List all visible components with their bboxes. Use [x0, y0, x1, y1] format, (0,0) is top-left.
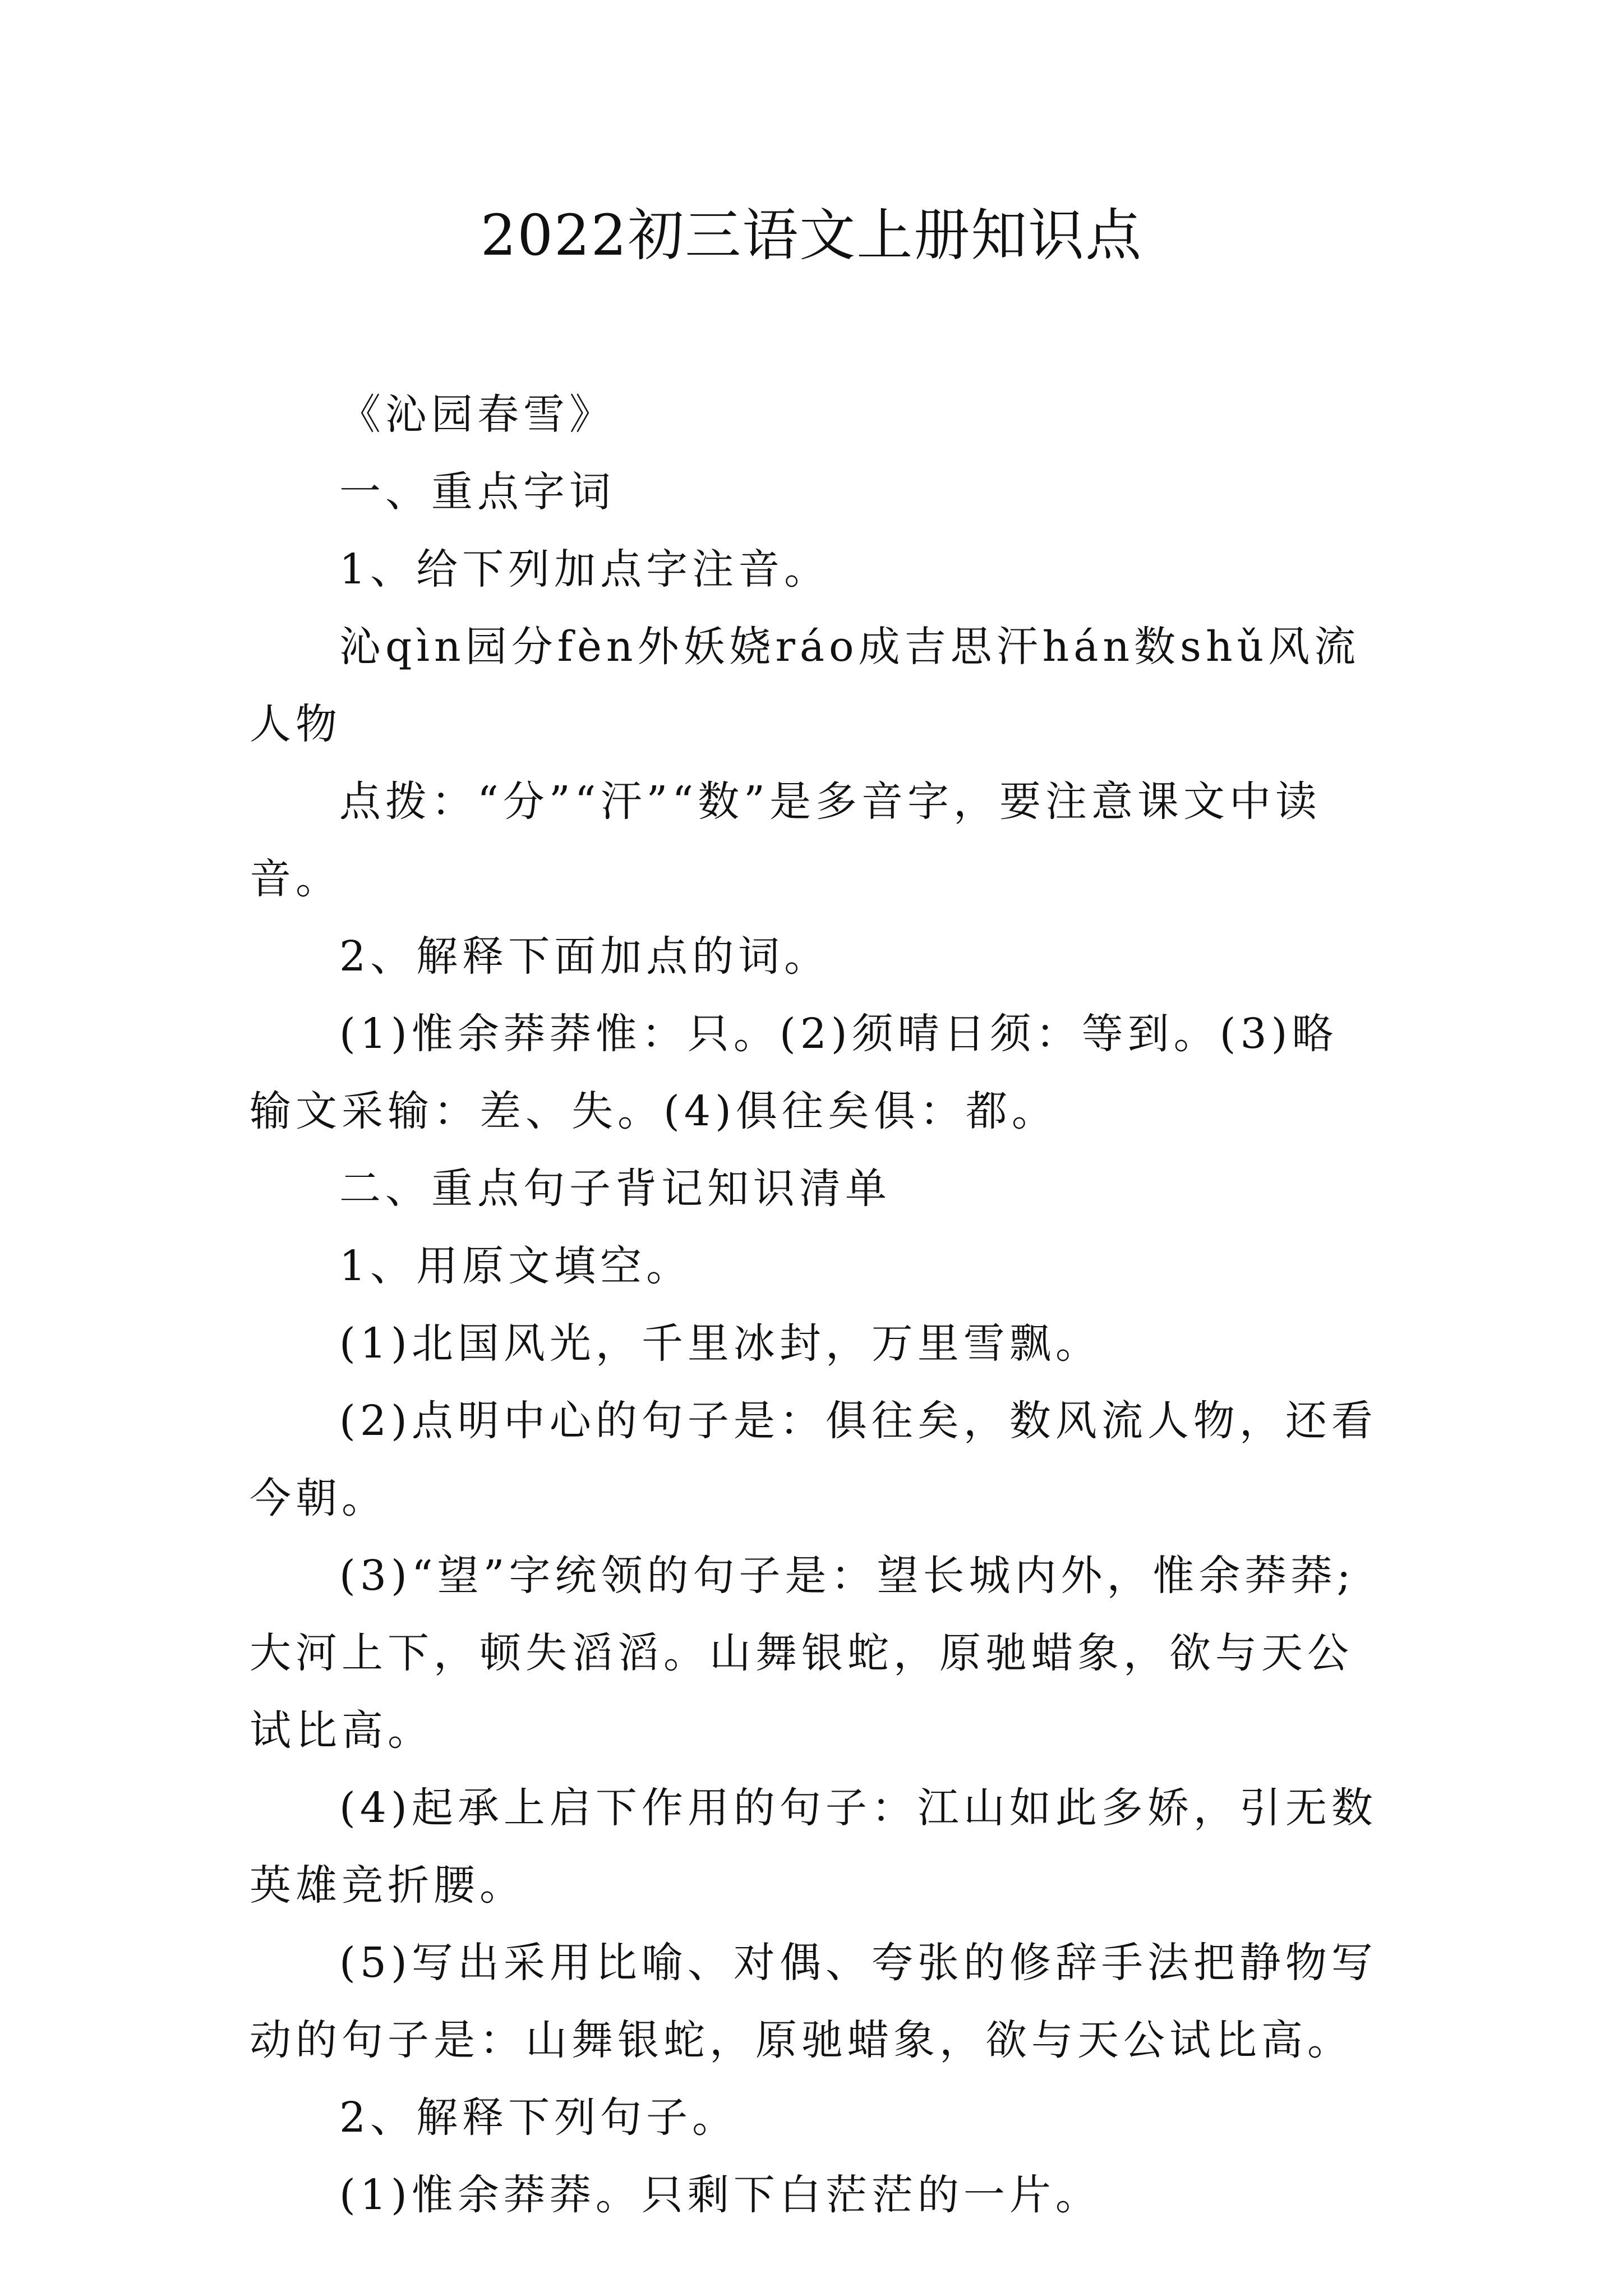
pinyin-answers: 沁qìn园分fèn外妖娆ráo成吉思汗hán数shǔ风流人物	[250, 623, 1361, 748]
question-explain-sentences: 2、解释下列句子。	[339, 2093, 739, 2142]
question-pinyin: 1、给下列加点字注音。	[339, 545, 831, 593]
section-heading-key-words: 一、重点字词	[339, 468, 615, 516]
fill-answer-3: (3)“望”字统领的句子是：望长城内外，惟余莽莽;大河上下，顿失滔滔。山舞银蛇，原驰蜡象，欲与天公试比高。	[250, 1552, 1355, 1755]
question-explain-words: 2、解释下面加点的词。	[339, 932, 831, 981]
question-fill-blanks: 1、用原文填空。	[339, 1242, 693, 1290]
pinyin-tip: 点拨：“分”“汗”“数”是多音字，要注意课文中读音。	[250, 777, 1321, 903]
document-title: 2022初三语文上册知识点	[480, 203, 1143, 268]
section-heading-poem: 《沁园春雪》	[339, 390, 615, 439]
document-body	[250, 376, 1382, 2234]
fill-answer-5: (5)写出采用比喻、对偶、夸张的修辞手法把静物写动的句子是：山舞银蛇，原驰蜡象，欲与天公试比高。	[250, 1939, 1377, 2064]
word-explanations: (1)惟余莽莽惟：只。(2)须晴日须：等到。(3)略输文采输：差、失。(4)俱往矣俱：都。	[250, 1010, 1338, 1135]
fill-answer-1: (1)北国风光，千里冰封，万里雪飘。	[339, 1319, 1101, 1368]
sentence-explanation-1: (1)惟余莽莽。只剩下白茫茫的一片。	[339, 2171, 1101, 2219]
fill-answer-4: (4)起承上启下作用的句子：江山如此多娇，引无数英雄竞折腰。	[250, 1784, 1377, 1910]
section-heading-key-sentences: 二、重点句子背记知识清单	[339, 1165, 891, 1213]
fill-answer-2: (2)点明中心的句子是：俱往矣，数风流人物，还看今朝。	[250, 1397, 1377, 1522]
